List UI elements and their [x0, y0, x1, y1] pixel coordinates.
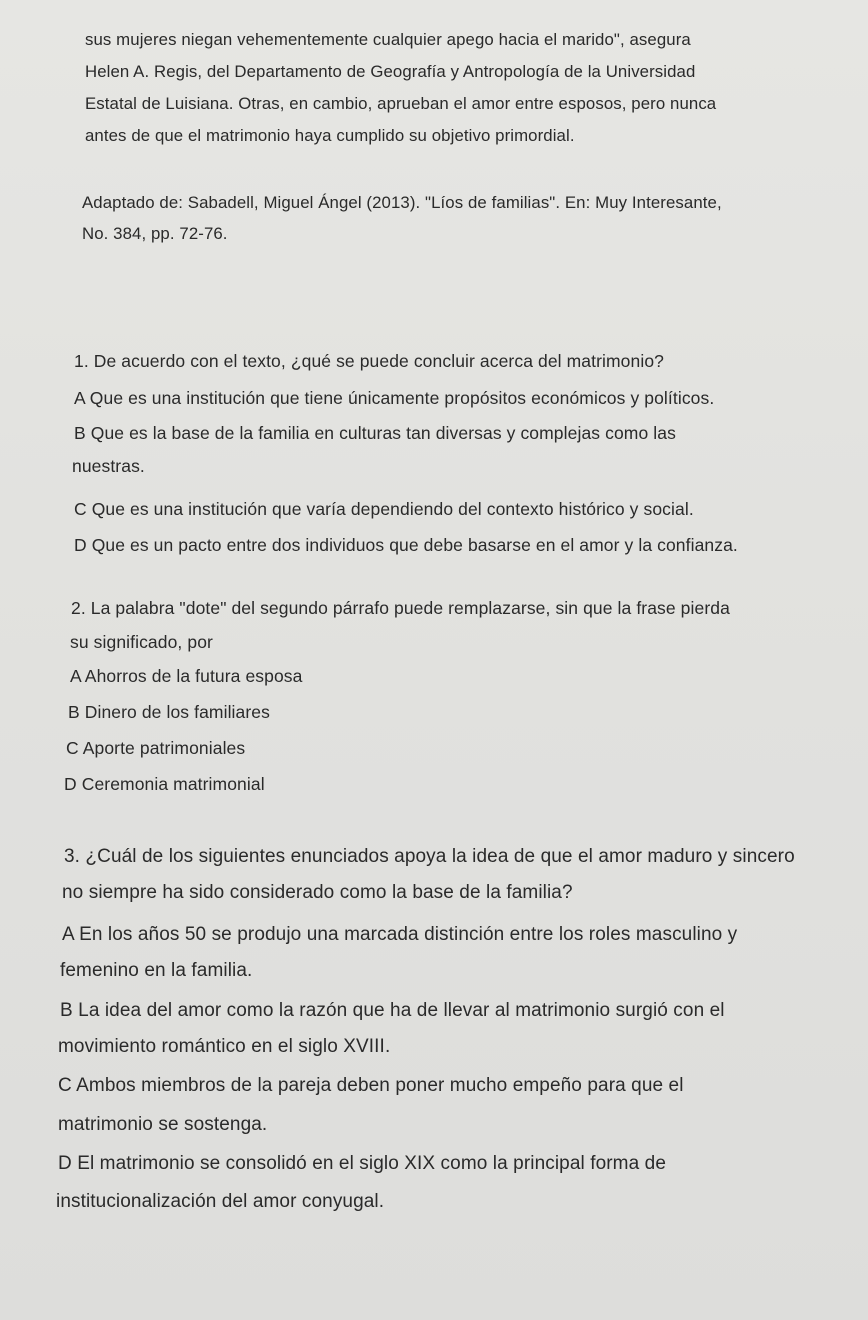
- question-1-option-a: A Que es una institución que tiene únicamente propósitos económicos y políticos.: [74, 388, 715, 408]
- passage-line: antes de que el matrimonio haya cumplido su objetivo primordial.: [85, 126, 575, 145]
- question-1-stem: 1. De acuerdo con el texto, ¿qué se puede concluir acerca del matrimonio?: [74, 351, 664, 371]
- source-citation: No. 384, pp. 72-76.: [82, 224, 228, 243]
- question-1-option-d: D Que es un pacto entre dos individuos que debe basarse en el amor y la confianza.: [74, 535, 738, 555]
- question-3-option-d-cont: institucionalización del amor conyugal.: [56, 1191, 385, 1212]
- question-3-stem: 3. ¿Cuál de los siguientes enunciados apoya la idea de que el amor maduro y sincero: [64, 846, 795, 867]
- passage-line: sus mujeres niegan vehementemente cualquier apego hacia el marido", asegura: [85, 30, 691, 49]
- question-3-option-b: B La idea del amor como la razón que ha de llevar al matrimonio surgió con el: [60, 1000, 725, 1021]
- question-2-option-a: A Ahorros de la futura esposa: [70, 666, 303, 686]
- question-3-option-c-cont: matrimonio se sostenga.: [58, 1114, 268, 1135]
- source-citation: Adaptado de: Sabadell, Miguel Ángel (2013). "Líos de familias". En: Muy Interesante,: [82, 193, 722, 212]
- question-2-option-c: C Aporte patrimoniales: [66, 738, 246, 758]
- question-1-option-c: C Que es una institución que varía dependiendo del contexto histórico y social.: [74, 499, 694, 519]
- question-2-option-b: B Dinero de los familiares: [68, 702, 270, 722]
- question-3-option-b-cont: movimiento romántico en el siglo XVIII.: [58, 1036, 391, 1057]
- question-1-option-b-cont: nuestras.: [72, 456, 145, 476]
- question-1-option-b: B Que es la base de la familia en culturas tan diversas y complejas como las: [74, 423, 676, 443]
- question-2-stem-cont: su significado, por: [70, 632, 213, 652]
- passage-line: Helen A. Regis, del Departamento de Geografía y Antropología de la Universidad: [85, 62, 696, 81]
- passage-line: Estatal de Luisiana. Otras, en cambio, aprueban el amor entre esposos, pero nunca: [85, 94, 717, 113]
- question-3-option-a: A En los años 50 se produjo una marcada distinción entre los roles masculino y: [62, 924, 738, 945]
- question-3-option-c: C Ambos miembros de la pareja deben poner mucho empeño para que el: [58, 1075, 684, 1096]
- question-2-option-d: D Ceremonia matrimonial: [64, 774, 265, 794]
- question-3-option-a-cont: femenino en la familia.: [60, 960, 253, 981]
- question-3-option-d: D El matrimonio se consolidó en el siglo XIX como la principal forma de: [58, 1153, 666, 1174]
- question-3-stem-cont: no siempre ha sido considerado como la base de la familia?: [62, 882, 573, 903]
- question-2-stem: 2. La palabra "dote" del segundo párrafo puede remplazarse, sin que la frase pierda: [71, 598, 730, 618]
